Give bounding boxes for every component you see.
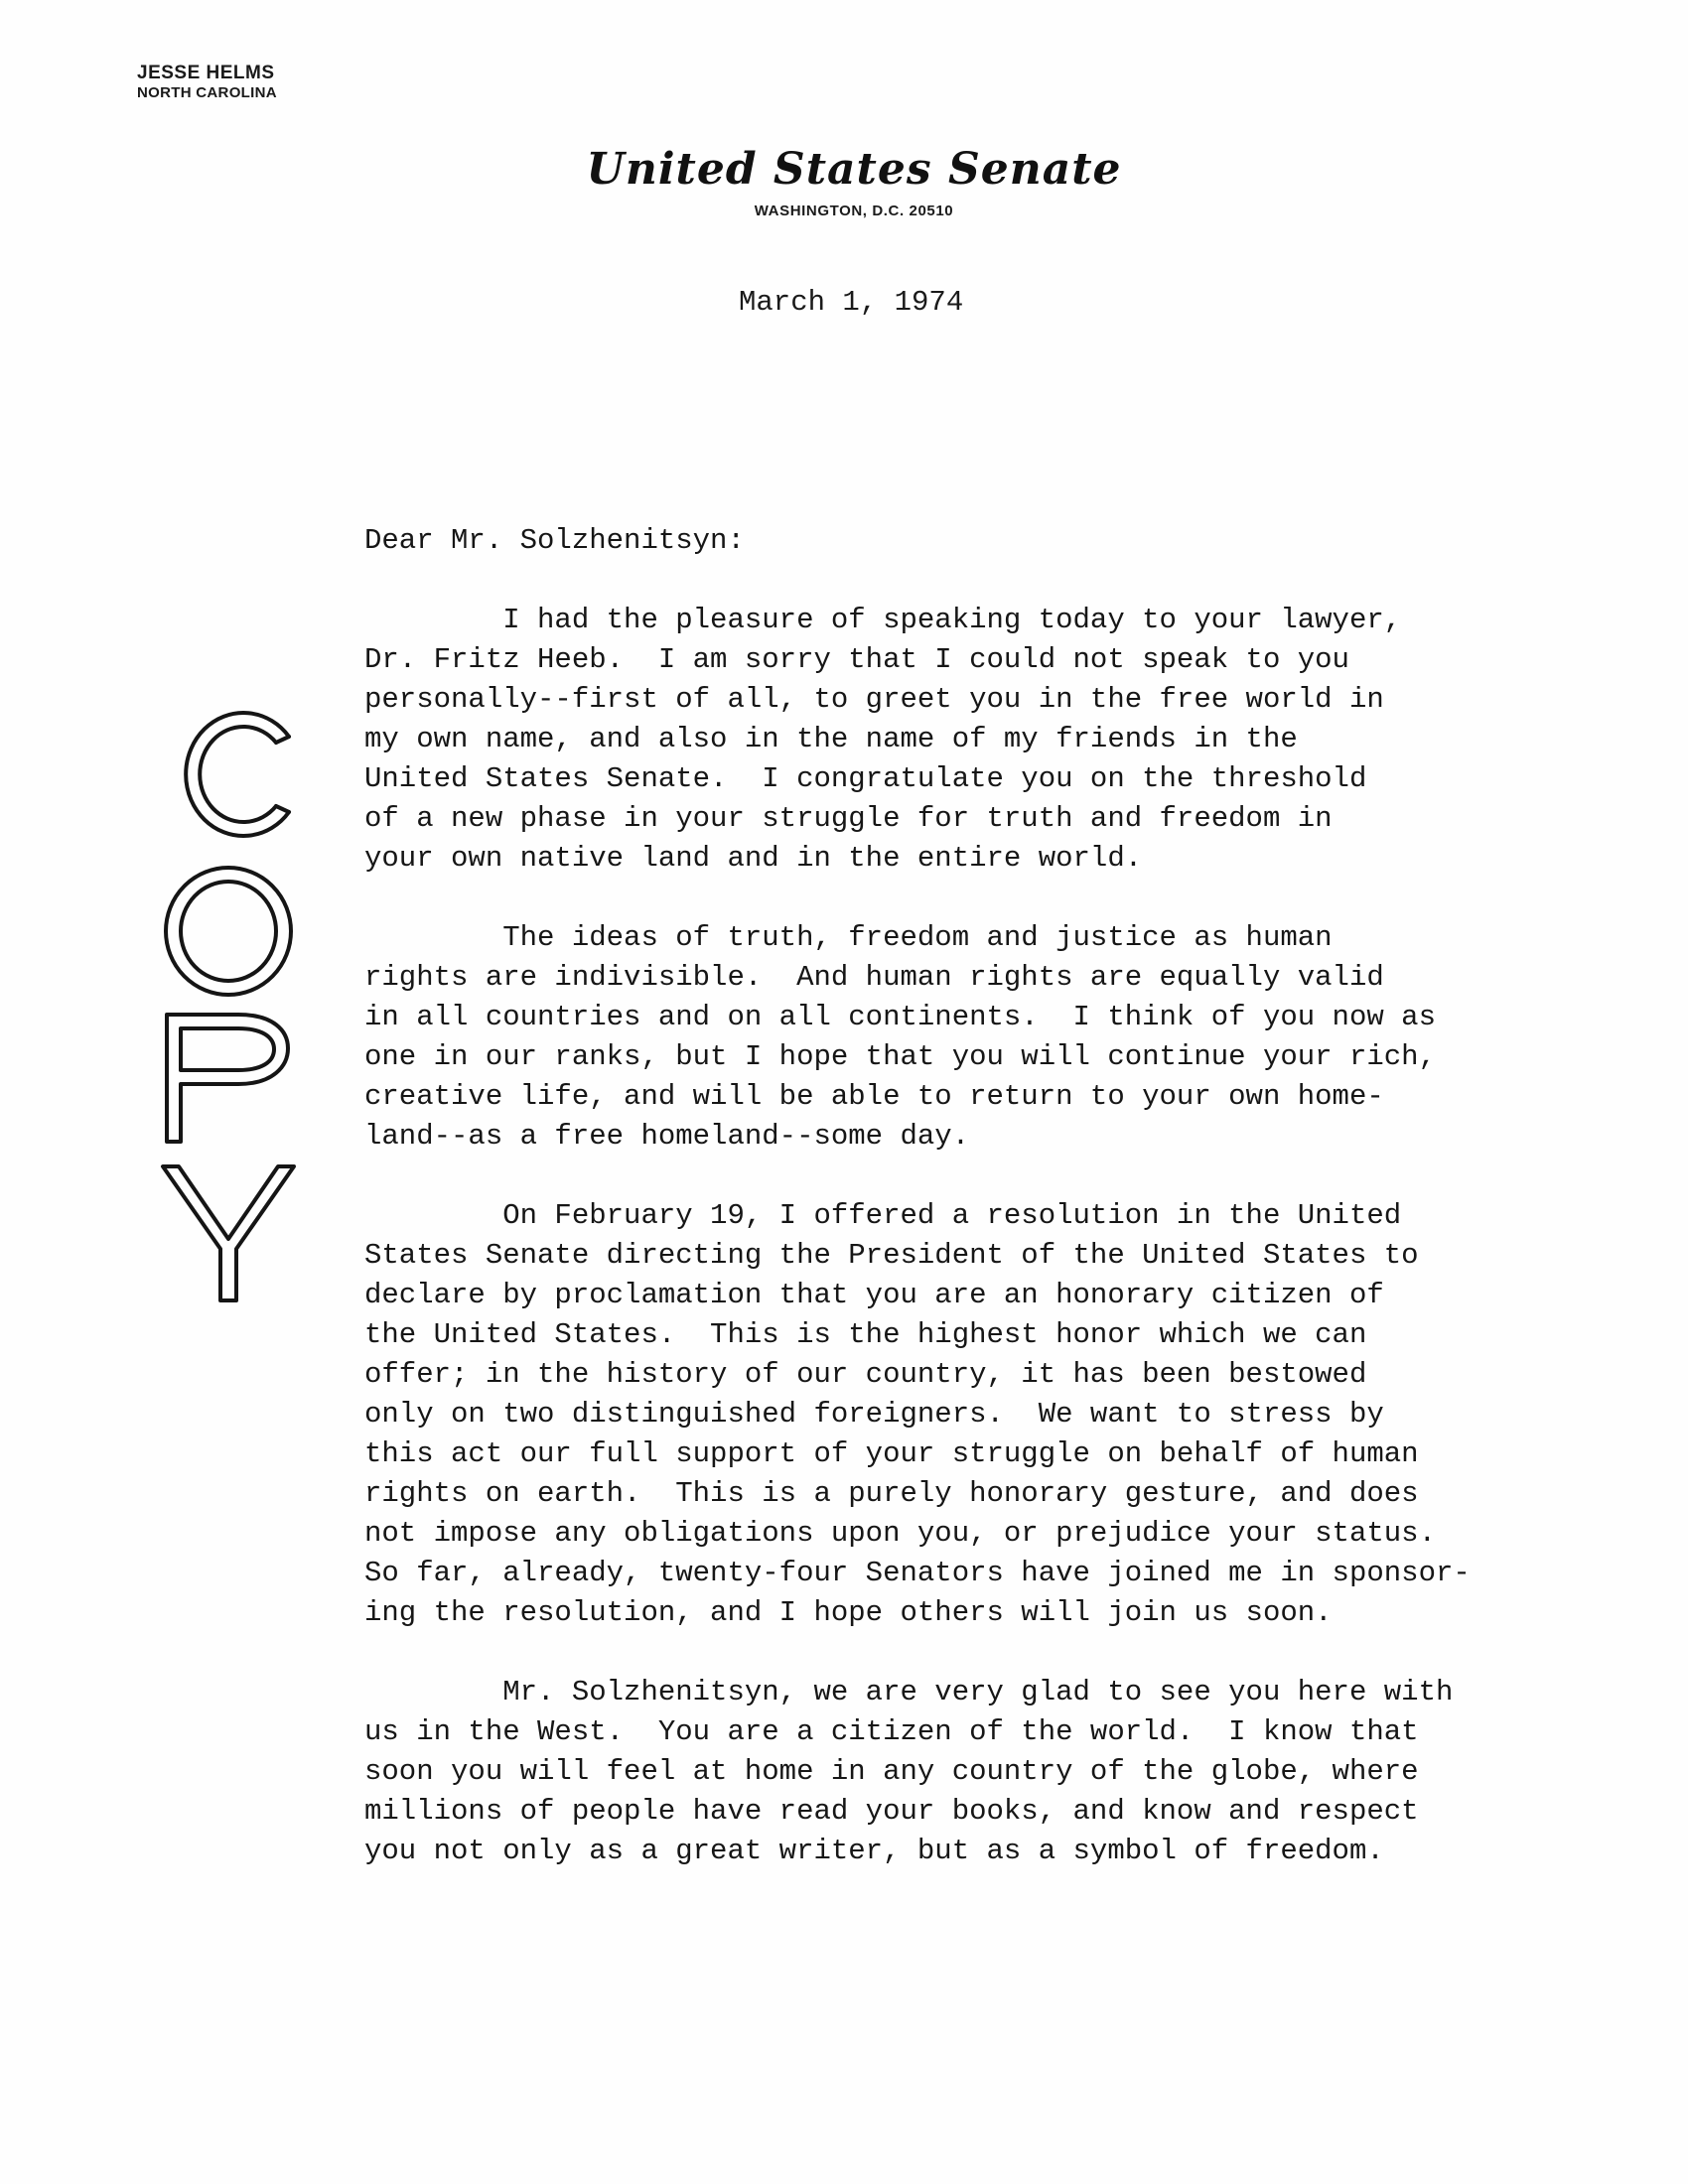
paragraph-line: one in our ranks, but I hope that you will continue your rich, [364,1040,1436,1073]
letter-date: March 1, 1974 [739,286,964,319]
paragraph-line: of a new phase in your struggle for truth and freedom in [364,802,1333,835]
letter-body [364,521,1526,1871]
sender-block [137,63,277,101]
paragraph-line: in all countries and on all continents. I think of you now as [364,1001,1436,1033]
copy-letter-o [166,868,291,995]
paragraph-line: rights are indivisible. And human rights are equally valid [364,961,1384,994]
paragraph-line: rights on earth. This is a purely honorary gesture, and does [364,1477,1419,1510]
paragraph-line: only on two distinguished foreigners. We want to stress by [364,1398,1384,1431]
paragraph-3 [364,1196,1526,1633]
paragraph-line: land--as a free homeland--some day. [364,1120,970,1153]
paragraph-line: The ideas of truth, freedom and justice as human [364,921,1333,954]
letterhead-address: WASHINGTON, D.C. 20510 [754,203,954,219]
paragraph-line: the United States. This is the highest honor which we can [364,1318,1367,1351]
paragraph-line: my own name, and also in the name of my friends in the [364,723,1298,755]
paragraph-line: personally--first of all, to greet you in the free world in [364,683,1384,716]
paragraph-line: States Senate directing the President of the United States to [364,1239,1419,1272]
letterhead-title: United States Senate [586,144,1122,195]
paragraph-1 [364,601,1526,879]
paragraph-line: declare by proclamation that you are an honorary citizen of [364,1279,1384,1311]
paragraph-4 [364,1673,1526,1871]
sender-name: JESSE HELMS [137,63,275,83]
paragraph-line: us in the West. You are a citizen of the world. I know that [364,1715,1419,1748]
paragraph-line: millions of people have read your books, and know and respect [364,1795,1419,1828]
paragraph-line: Mr. Solzhenitsyn, we are very glad to see you here with [364,1676,1454,1708]
salutation: Dear Mr. Solzhenitsyn: [364,524,745,557]
paragraph-line: Dr. Fritz Heeb. I am sorry that I could not speak to you [364,643,1349,676]
paragraph-line: ing the resolution, and I hope others will join us soon. [364,1596,1333,1629]
paragraph-line: soon you will feel at home in any country of the globe, where [364,1755,1419,1788]
paragraph-line: you not only as a great writer, but as a symbol of freedom. [364,1835,1384,1867]
paragraph-line: So far, already, twenty-four Senators have joined me in sponsor- [364,1557,1471,1589]
paragraph-line: your own native land and in the entire world. [364,842,1143,875]
paragraph-line: offer; in the history of our country, it has been bestowed [364,1358,1367,1391]
copy-stamp [149,695,308,1310]
sender-state: NORTH CAROLINA [137,83,277,101]
letterhead [556,144,1152,219]
paragraph-line: not impose any obligations upon you, or prejudice your status. [364,1517,1436,1550]
paragraph-line: this act our full support of your struggle on behalf of human [364,1437,1419,1470]
paragraph-line: On February 19, I offered a resolution in the United [364,1199,1402,1232]
paragraph-line: United States Senate. I congratulate you on the threshold [364,762,1367,795]
paragraph-2 [364,918,1526,1157]
copy-letter-p [167,1015,288,1142]
paragraph-line: creative life, and will be able to return to your own home- [364,1080,1384,1113]
copy-letter-y [163,1166,294,1300]
paragraph-line: I had the pleasure of speaking today to your lawyer, [364,604,1402,636]
